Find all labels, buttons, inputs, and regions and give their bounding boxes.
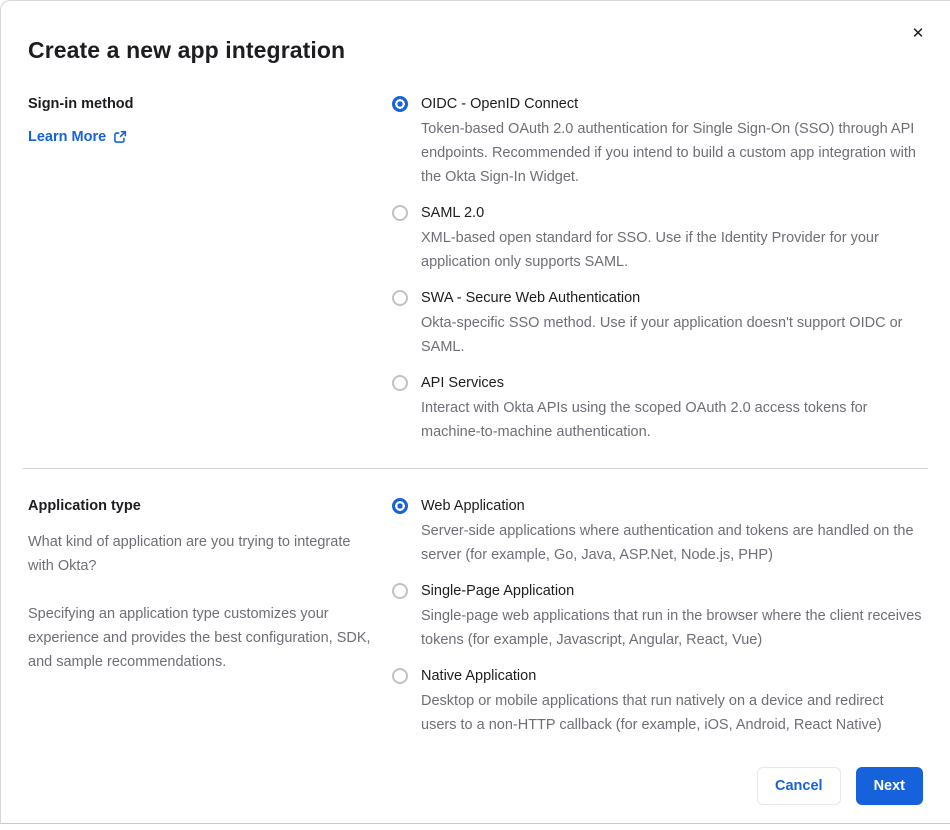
dialog-footer: [757, 767, 923, 805]
section-application-type: [1, 496, 950, 737]
option-label: SWA - Secure Web Authentication: [421, 290, 641, 306]
section-divider: [23, 468, 928, 469]
radio-unselected-icon[interactable]: [392, 583, 408, 599]
option-label: OIDC - OpenID Connect: [421, 96, 579, 112]
close-icon[interactable]: ✕: [906, 21, 930, 45]
option-description: XML-based open standard for SSO. Use if the Identity Provider for your application only supports SAML.: [421, 230, 879, 270]
radio-option-saml[interactable]: [392, 203, 923, 274]
dialog-title: Create a new app integration: [28, 37, 346, 63]
learn-more-label: Learn More: [28, 129, 107, 145]
sign-in-method-label: Sign-in method: [28, 96, 134, 112]
radio-unselected-icon[interactable]: [392, 290, 408, 306]
option-label: SAML 2.0: [421, 205, 485, 221]
option-description: Token-based OAuth 2.0 authentication for Single Sign-On (SSO) through API endpoints. Recommended if you intend to build a custom app integration with the Okta Sign-In Widget.: [421, 121, 916, 185]
radio-unselected-icon[interactable]: [392, 375, 408, 391]
learn-more-link[interactable]: [28, 129, 127, 145]
cancel-button[interactable]: Cancel: [757, 767, 841, 805]
radio-unselected-icon[interactable]: [392, 205, 408, 221]
radio-unselected-icon[interactable]: [392, 668, 408, 684]
application-type-question: What kind of application are you trying to integrate with Okta?: [28, 534, 351, 574]
radio-option-api-services[interactable]: [392, 373, 923, 444]
section-sign-in-method: [1, 94, 950, 444]
option-label: Native Application: [421, 668, 537, 684]
option-label: API Services: [421, 375, 504, 391]
option-description: Desktop or mobile applications that run natively on a device and redirect users to a non-HTTP callback (for example, iOS, Android, React Native): [421, 693, 884, 733]
application-type-label: Application type: [28, 498, 141, 514]
option-description: Interact with Okta APIs using the scoped OAuth 2.0 access tokens for machine-to-machine authentication.: [421, 400, 868, 440]
option-description: Server-side applications where authentication and tokens are handled on the server (for example, Go, Java, ASP.Net, Node.js, PHP): [421, 523, 914, 563]
radio-selected-icon[interactable]: [392, 498, 408, 514]
radio-option-single-page-application[interactable]: [392, 581, 923, 652]
option-label: Web Application: [421, 498, 525, 514]
radio-option-web-application[interactable]: [392, 496, 923, 567]
application-type-explanation: Specifying an application type customizes your experience and provides the best configuration, SDK, and sample recommendations.: [28, 606, 371, 670]
option-description: Single-page web applications that run in the browser where the client receives tokens (for example, Javascript, Angular, React, Vue): [421, 608, 922, 648]
radio-option-swa[interactable]: [392, 288, 923, 359]
next-button[interactable]: Next: [856, 767, 923, 805]
option-description: Okta-specific SSO method. Use if your application doesn't support OIDC or SAML.: [421, 315, 903, 355]
option-label: Single-Page Application: [421, 583, 575, 599]
radio-selected-icon[interactable]: [392, 96, 408, 112]
radio-option-native-application[interactable]: [392, 666, 923, 737]
radio-option-oidc[interactable]: [392, 94, 923, 189]
external-link-icon: [113, 130, 127, 144]
